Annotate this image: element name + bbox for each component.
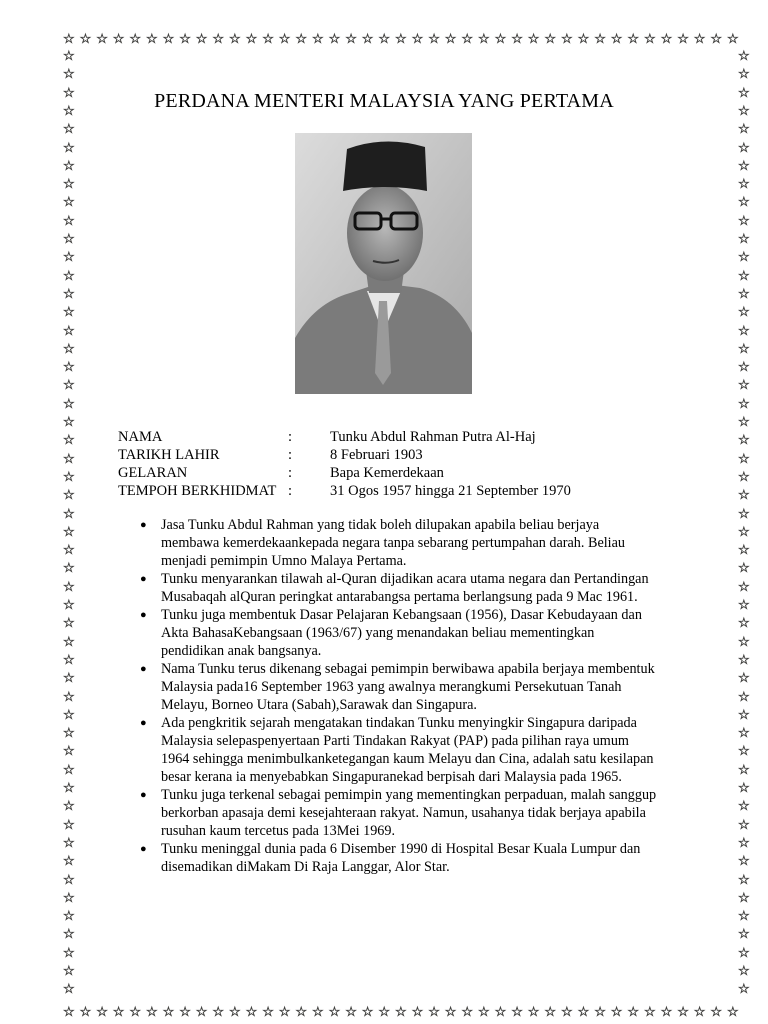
star-icon: ☆ <box>378 1005 391 1020</box>
star-icon: ☆ <box>63 158 75 174</box>
page-title: PERDANA MENTERI MALAYSIA YANG PERTAMA <box>154 90 614 112</box>
list-item <box>118 606 658 660</box>
info-value: Tunku Abdul Rahman Putra Al-Haj <box>330 429 536 445</box>
bullet-icon: ● <box>140 573 147 585</box>
star-icon: ☆ <box>738 616 750 632</box>
star-icon: ☆ <box>738 872 750 888</box>
info-label: TARIKH LAHIR <box>118 447 220 463</box>
star-icon: ☆ <box>63 726 75 742</box>
star-icon: ☆ <box>63 323 75 339</box>
list-item-text: Ada pengkritik sejarah mengatakan tindakan Tunku menyingkir Singapura daripada Malaysia selepaspenyertaan Parti Tindakan Rakyat (PAP) pada pilihan raya umum 1964 sehingga menimbulkanketegangan kaum Melayu dan Cina, adalah satu kesilapan besar kerana ia menyebabkan Singapuranekad berpisah dari Malaysia pada 1965. <box>161 715 654 785</box>
star-icon: ☆ <box>63 781 75 796</box>
list-item-text: Tunku juga terkenal sebagai pemimpin yang mementingkan perpaduan, malah sanggup berkorban apasaja demi kesejahteraan rakyat. Namun, usahanya tidak berjaya apabila rusuhan kaum tercetus pada 13Mei 1969. <box>161 787 657 839</box>
star-icon: ☆ <box>328 1005 341 1020</box>
bullet-icon: ● <box>140 789 147 801</box>
star-icon: ☆ <box>361 1005 374 1020</box>
star-icon: ☆ <box>738 433 750 449</box>
star-icon: ☆ <box>561 32 573 47</box>
list-item <box>118 516 658 570</box>
star-icon: ☆ <box>63 396 75 412</box>
star-icon: ☆ <box>710 32 723 47</box>
star-icon: ☆ <box>738 726 750 742</box>
star-icon: ☆ <box>395 1005 407 1020</box>
star-icon: ☆ <box>411 32 424 47</box>
star-icon: ☆ <box>112 32 125 47</box>
star-icon: ☆ <box>295 1005 308 1020</box>
star-icon: ☆ <box>738 341 750 357</box>
star-icon: ☆ <box>461 32 474 47</box>
star-icon: ☆ <box>129 32 142 47</box>
star-icon: ☆ <box>312 1005 324 1020</box>
star-icon: ☆ <box>738 927 750 943</box>
list-item-text: Jasa Tunku Abdul Rahman yang tidak boleh dilupakan apabila beliau berjaya membawa kemerdekaankepada negara tanpa sebarang pertumpahan darah. Beliau menjadi pemimpin Umno Malaya Pertama. <box>161 517 626 569</box>
star-icon: ☆ <box>63 689 75 705</box>
star-icon: ☆ <box>511 32 523 47</box>
star-icon: ☆ <box>627 1005 640 1020</box>
star-icon: ☆ <box>610 32 623 47</box>
star-icon: ☆ <box>644 32 656 47</box>
star-icon: ☆ <box>179 1005 191 1020</box>
star-icon: ☆ <box>738 488 750 504</box>
star-icon: ☆ <box>738 506 750 522</box>
star-icon: ☆ <box>63 854 75 870</box>
star-icon: ☆ <box>129 1005 142 1020</box>
star-icon: ☆ <box>738 85 750 101</box>
star-icon: ☆ <box>511 1005 523 1020</box>
star-icon: ☆ <box>738 707 750 723</box>
star-icon: ☆ <box>693 32 706 47</box>
star-icon: ☆ <box>63 872 75 888</box>
star-icon: ☆ <box>660 32 673 47</box>
star-icon: ☆ <box>738 67 750 83</box>
bullet-icon: ● <box>140 717 147 729</box>
star-icon: ☆ <box>738 451 750 467</box>
star-icon: ☆ <box>544 1005 557 1020</box>
portrait-icon <box>295 133 472 394</box>
star-icon: ☆ <box>63 232 75 247</box>
star-icon: ☆ <box>63 762 75 778</box>
star-icon: ☆ <box>738 799 750 815</box>
star-icon: ☆ <box>738 469 750 485</box>
star-icon: ☆ <box>444 1005 457 1020</box>
star-icon: ☆ <box>63 671 75 687</box>
portrait-photo <box>295 133 472 394</box>
star-icon: ☆ <box>79 1005 92 1020</box>
star-icon: ☆ <box>738 945 750 961</box>
star-icon: ☆ <box>63 799 75 815</box>
star-icon: ☆ <box>738 396 750 412</box>
star-icon: ☆ <box>738 671 750 687</box>
list-item <box>118 786 658 840</box>
star-icon: ☆ <box>63 488 75 504</box>
star-icon: ☆ <box>577 1005 590 1020</box>
star-icon: ☆ <box>112 1005 125 1020</box>
star-icon: ☆ <box>229 1005 241 1020</box>
star-icon: ☆ <box>345 1005 357 1020</box>
info-value: 8 Februari 1903 <box>330 447 423 463</box>
star-icon: ☆ <box>63 964 75 979</box>
star-icon: ☆ <box>63 744 75 760</box>
star-icon: ☆ <box>738 652 750 668</box>
star-icon: ☆ <box>63 415 75 430</box>
info-label: GELARAN <box>118 465 188 481</box>
star-icon: ☆ <box>262 32 274 47</box>
star-icon: ☆ <box>428 1005 440 1020</box>
list-item <box>118 714 658 786</box>
star-icon: ☆ <box>146 32 158 47</box>
star-icon: ☆ <box>195 32 208 47</box>
star-icon: ☆ <box>96 1005 108 1020</box>
star-icon: ☆ <box>738 49 750 64</box>
star-icon: ☆ <box>561 1005 573 1020</box>
star-icon: ☆ <box>738 598 750 613</box>
star-icon: ☆ <box>738 579 750 595</box>
info-label: TEMPOH BERKHIDMAT <box>118 483 277 499</box>
star-icon: ☆ <box>677 1005 689 1020</box>
star-icon: ☆ <box>96 32 108 47</box>
star-icon: ☆ <box>693 1005 706 1020</box>
star-icon: ☆ <box>63 433 75 449</box>
star-icon: ☆ <box>63 213 75 229</box>
star-icon: ☆ <box>738 195 750 211</box>
star-icon: ☆ <box>411 1005 424 1020</box>
star-icon: ☆ <box>63 945 75 961</box>
star-icon: ☆ <box>644 1005 656 1020</box>
star-icon: ☆ <box>328 32 341 47</box>
star-icon: ☆ <box>63 598 75 613</box>
star-icon: ☆ <box>63 286 75 302</box>
star-icon: ☆ <box>738 689 750 705</box>
info-label: NAMA <box>118 429 163 445</box>
star-icon: ☆ <box>295 32 308 47</box>
star-icon: ☆ <box>594 1005 606 1020</box>
star-icon: ☆ <box>738 854 750 870</box>
star-icon: ☆ <box>63 49 75 64</box>
star-icon: ☆ <box>738 634 750 650</box>
star-icon: ☆ <box>594 32 606 47</box>
star-icon: ☆ <box>212 32 225 47</box>
star-icon: ☆ <box>738 305 750 321</box>
star-icon: ☆ <box>79 32 92 47</box>
star-icon: ☆ <box>544 32 557 47</box>
star-icon: ☆ <box>361 32 374 47</box>
star-icon: ☆ <box>63 177 75 193</box>
star-icon: ☆ <box>738 158 750 174</box>
star-icon: ☆ <box>478 32 490 47</box>
star-icon: ☆ <box>162 32 175 47</box>
star-icon: ☆ <box>212 1005 225 1020</box>
star-icon: ☆ <box>738 122 750 138</box>
list-item-text: Tunku juga membentuk Dasar Pelajaran Kebangsaan (1956), Dasar Kebudayaan dan Akta BahasaKebangsaan (1963/67) yang menandakan beliau mementingkan pendidikan anak bangsanya. <box>161 607 642 659</box>
info-colon: : <box>288 483 293 499</box>
star-icon: ☆ <box>444 32 457 47</box>
star-icon: ☆ <box>63 579 75 595</box>
star-icon: ☆ <box>63 67 75 83</box>
star-icon: ☆ <box>627 32 640 47</box>
star-icon: ☆ <box>63 506 75 522</box>
star-icon: ☆ <box>494 32 507 47</box>
star-icon: ☆ <box>738 323 750 339</box>
star-icon: ☆ <box>727 1005 739 1020</box>
star-icon: ☆ <box>345 32 357 47</box>
bullet-icon: ● <box>140 663 147 675</box>
star-icon: ☆ <box>63 360 75 376</box>
star-icon: ☆ <box>63 835 75 851</box>
star-icon: ☆ <box>162 1005 175 1020</box>
star-icon: ☆ <box>63 909 75 925</box>
star-icon: ☆ <box>738 744 750 760</box>
star-icon: ☆ <box>738 415 750 430</box>
star-icon: ☆ <box>63 140 75 156</box>
star-icon: ☆ <box>738 781 750 796</box>
star-icon: ☆ <box>63 817 75 833</box>
star-icon: ☆ <box>738 964 750 979</box>
star-icon: ☆ <box>738 561 750 577</box>
star-icon: ☆ <box>63 122 75 138</box>
bullet-icon: ● <box>140 519 147 531</box>
star-icon: ☆ <box>63 561 75 577</box>
star-icon: ☆ <box>63 707 75 723</box>
star-icon: ☆ <box>738 378 750 394</box>
star-icon: ☆ <box>738 890 750 906</box>
star-icon: ☆ <box>195 1005 208 1020</box>
bullet-list <box>118 516 658 876</box>
star-icon: ☆ <box>738 177 750 193</box>
star-icon: ☆ <box>710 1005 723 1020</box>
star-icon: ☆ <box>63 616 75 632</box>
star-icon: ☆ <box>63 469 75 485</box>
star-icon: ☆ <box>63 1005 75 1020</box>
star-icon: ☆ <box>63 250 75 266</box>
star-icon: ☆ <box>738 909 750 925</box>
star-icon: ☆ <box>63 524 75 540</box>
star-icon: ☆ <box>63 195 75 211</box>
star-icon: ☆ <box>738 982 750 998</box>
star-icon: ☆ <box>428 32 440 47</box>
star-icon: ☆ <box>63 890 75 906</box>
star-icon: ☆ <box>146 1005 158 1020</box>
list-item <box>118 570 658 606</box>
star-icon: ☆ <box>63 652 75 668</box>
star-icon: ☆ <box>738 286 750 302</box>
star-icon: ☆ <box>738 817 750 833</box>
star-icon: ☆ <box>63 927 75 943</box>
star-icon: ☆ <box>738 268 750 284</box>
star-icon: ☆ <box>660 1005 673 1020</box>
star-icon: ☆ <box>527 32 540 47</box>
star-icon: ☆ <box>494 1005 507 1020</box>
star-icon: ☆ <box>63 103 75 119</box>
info-colon: : <box>288 447 293 463</box>
star-icon: ☆ <box>395 32 407 47</box>
star-icon: ☆ <box>262 1005 274 1020</box>
star-icon: ☆ <box>610 1005 623 1020</box>
star-icon: ☆ <box>63 982 75 998</box>
star-icon: ☆ <box>738 232 750 247</box>
bullet-icon: ● <box>140 843 147 855</box>
star-icon: ☆ <box>527 1005 540 1020</box>
list-item-text: Nama Tunku terus dikenang sebagai pemimpin berwibawa apabila berjaya membentuk Malaysia pada16 September 1963 yang awalnya merangkumi Persekutuan Tanah Melayu, Borneo Utara (Sabah),Sarawak dan Singapura. <box>161 661 655 713</box>
star-icon: ☆ <box>245 1005 258 1020</box>
star-icon: ☆ <box>229 32 241 47</box>
star-icon: ☆ <box>63 32 75 47</box>
star-icon: ☆ <box>738 140 750 156</box>
star-icon: ☆ <box>738 360 750 376</box>
info-colon: : <box>288 465 293 481</box>
list-item <box>118 660 658 714</box>
star-icon: ☆ <box>738 543 750 559</box>
info-value: 31 Ogos 1957 hingga 21 September 1970 <box>330 483 571 499</box>
star-icon: ☆ <box>63 634 75 650</box>
star-icon: ☆ <box>312 32 324 47</box>
bullet-icon: ● <box>140 609 147 621</box>
star-icon: ☆ <box>727 32 739 47</box>
star-icon: ☆ <box>179 32 191 47</box>
star-icon: ☆ <box>478 1005 490 1020</box>
star-icon: ☆ <box>738 762 750 778</box>
info-value: Bapa Kemerdekaan <box>330 465 444 481</box>
star-icon: ☆ <box>278 1005 291 1020</box>
star-icon: ☆ <box>63 268 75 284</box>
list-item-text: Tunku meninggal dunia pada 6 Disember 1990 di Hospital Besar Kuala Lumpur dan disemadikan diMakam Di Raja Langgar, Alor Star. <box>161 841 641 875</box>
star-icon: ☆ <box>63 305 75 321</box>
list-item-text: Tunku menyarankan tilawah al-Quran dijadikan acara utama negara dan Pertandingan Musabaqah alQuran peringkat antarabangsa pertama berlangsung pada 9 Mac 1961. <box>161 571 649 605</box>
star-icon: ☆ <box>738 524 750 540</box>
star-icon: ☆ <box>378 32 391 47</box>
star-icon: ☆ <box>461 1005 474 1020</box>
star-icon: ☆ <box>63 378 75 394</box>
star-icon: ☆ <box>63 451 75 467</box>
list-item <box>118 840 658 876</box>
star-icon: ☆ <box>577 32 590 47</box>
info-colon: : <box>288 429 293 445</box>
star-icon: ☆ <box>677 32 689 47</box>
star-icon: ☆ <box>63 341 75 357</box>
star-icon: ☆ <box>738 213 750 229</box>
star-icon: ☆ <box>738 250 750 266</box>
star-icon: ☆ <box>63 543 75 559</box>
star-icon: ☆ <box>738 835 750 851</box>
star-icon: ☆ <box>738 103 750 119</box>
star-icon: ☆ <box>278 32 291 47</box>
star-icon: ☆ <box>63 85 75 101</box>
star-icon: ☆ <box>245 32 258 47</box>
